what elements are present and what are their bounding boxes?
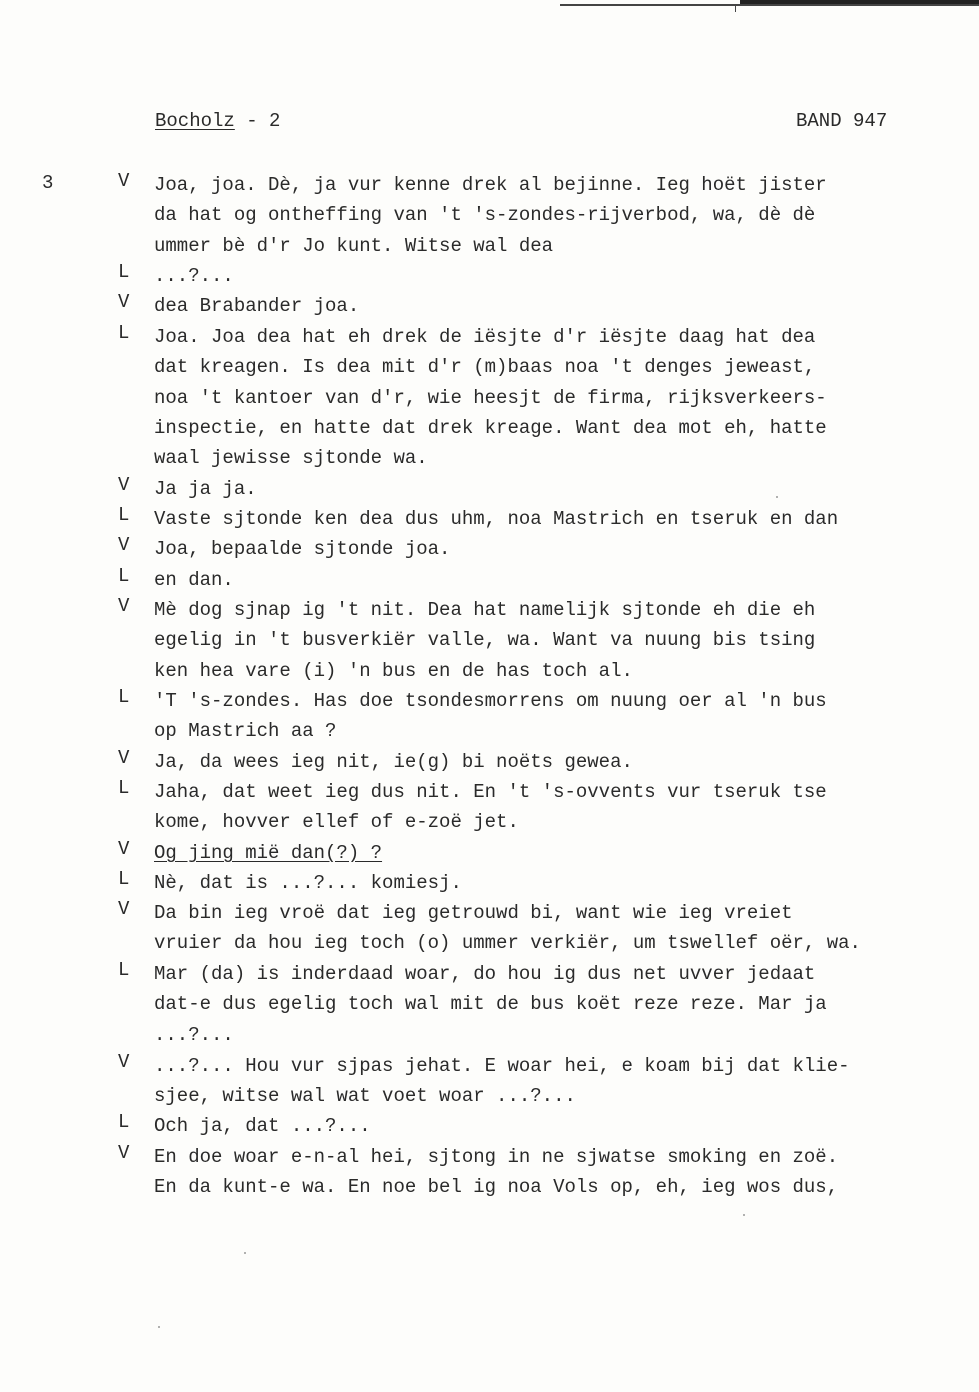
header-page-number: 2 bbox=[269, 110, 281, 132]
speaker-label: L bbox=[118, 1111, 130, 1133]
line-text: Mè dog sjnap ig 't nit. Dea hat namelijk sjtonde eh die eh egelig in 't busverkiër valle, wa. Want va nuung bis tsing ken hea vare (i) 'n bus en de has toch al. bbox=[154, 599, 816, 682]
speaker-label: L bbox=[118, 565, 130, 587]
paper-speck bbox=[743, 1214, 745, 1216]
line-text: Joa, joa. Dè, ja vur kenne drek al bejinne. Ieg hoët jister da hat og ontheffing van 't 's-zondes-rijverbod, wa, dè dè ummer bè d'r Jo kunt. Witse wal dea bbox=[154, 174, 827, 257]
line-text: Vaste sjtonde ken dea dus uhm, noa Mastrich en tseruk en dan bbox=[154, 508, 839, 530]
line-text: Joa, bepaalde sjtonde joa. bbox=[154, 538, 451, 560]
speaker-label: V bbox=[118, 534, 130, 556]
speaker-label: V bbox=[118, 898, 130, 920]
line-text: Og jing mië dan(?) ? bbox=[154, 842, 383, 864]
speaker-label: V bbox=[118, 747, 130, 769]
line-text: Ja ja ja. bbox=[154, 478, 257, 500]
speaker-label: L bbox=[118, 261, 130, 283]
page-header-left bbox=[155, 110, 280, 132]
header-band: BAND 947 bbox=[796, 110, 888, 132]
line-text: Da bin ieg vroë dat ieg getrouwd bi, want wie ieg vreiet vruier da hou ieg toch (o) ummer verkiër, um tswellef oër, wa. bbox=[154, 902, 861, 955]
speaker-label: V bbox=[118, 1051, 130, 1073]
line-text: en dan. bbox=[154, 569, 234, 591]
speaker-label: L bbox=[118, 504, 130, 526]
speaker-label: V bbox=[118, 1142, 130, 1164]
line-text: Joa. Joa dea hat eh drek de iësjte d'r iësjte daag hat dea dat kreagen. Is dea mit d'r (m)baas noa 't denges jeweast, noa 't kantoer van d'r, wie heesjt de firma, rijksverkeers- inspectie, en hatte dat drek kreage. Want dea mot eh, hatte waal jewisse sjtonde wa. bbox=[154, 326, 827, 470]
margin-marker: 3 bbox=[42, 172, 54, 194]
speaker-label: V bbox=[118, 838, 130, 860]
speaker-label: V bbox=[118, 291, 130, 313]
line-text: Och ja, dat ...?... bbox=[154, 1115, 371, 1137]
speaker-label: L bbox=[118, 322, 130, 344]
paper-speck bbox=[158, 1326, 160, 1328]
line-text: Jaha, dat weet ieg dus nit. En 't 's-ovvents vur tseruk tse kome, hovver ellef of e-zoë jet. bbox=[154, 781, 827, 834]
speaker-label: L bbox=[118, 777, 130, 799]
speaker-label: L bbox=[118, 868, 130, 890]
line-text: En doe woar e-n-al hei, sjtong in ne sjwatse smoking en zoë. En da kunt-e wa. En noe bel ig noa Vols op, eh, ieg wos dus, bbox=[154, 1146, 839, 1199]
speaker-label: L bbox=[118, 686, 130, 708]
top-edge-tick bbox=[735, 4, 736, 12]
paper-speck bbox=[244, 1252, 246, 1254]
speaker-label: L bbox=[118, 959, 130, 981]
line-text: dea Brabander joa. bbox=[154, 295, 360, 317]
line-text: ...?... bbox=[154, 265, 234, 287]
header-place: Bocholz bbox=[155, 110, 235, 132]
speaker-label: V bbox=[118, 474, 130, 496]
top-edge-rule bbox=[560, 4, 979, 6]
speaker-label: V bbox=[118, 170, 130, 192]
line-text: 'T 's-zondes. Has doe tsondesmorrens om nuung oer al 'n bus op Mastrich aa ? bbox=[154, 690, 827, 743]
line-text: Ja, da wees ieg nit, ie(g) bi noëts gewea. bbox=[154, 751, 633, 773]
line-text: Nè, dat is ...?... komiesj. bbox=[154, 872, 462, 894]
header-separator: - bbox=[234, 110, 270, 132]
line-text: ...?... Hou vur sjpas jehat. E woar hei, e koam bij dat klie- sjee, witse wal wat voet woar ...?... bbox=[154, 1055, 850, 1108]
paper-speck bbox=[776, 496, 778, 498]
speaker-label: V bbox=[118, 595, 130, 617]
line-text: Mar (da) is inderdaad woar, do hou ig dus net uvver jedaat dat-e dus egelig toch wal mit de bus koët reze reze. Mar ja ...?... bbox=[154, 963, 827, 1046]
